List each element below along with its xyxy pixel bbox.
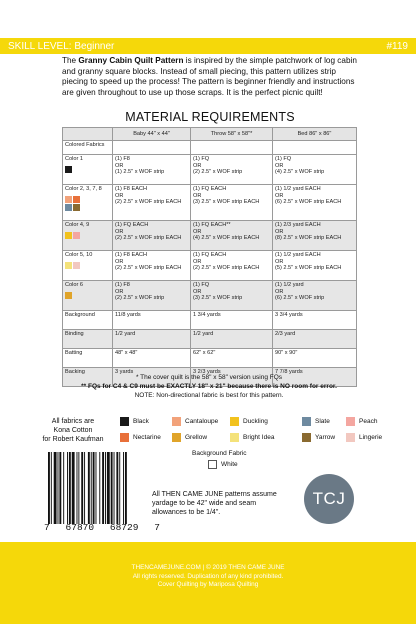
table-row [63, 221, 357, 251]
cell-throw: (1) FQ EACH OR (2) 2.5" x WOF strip EACH [191, 251, 273, 281]
swatch-row [65, 231, 110, 239]
cell-throw: (1) FQ OR (2) 2.5" x WOF strip [191, 155, 273, 185]
legend-item [120, 433, 161, 442]
color-swatch [65, 166, 72, 173]
row-label-cell [63, 311, 113, 330]
cell-baby: (1) F8 OR (1) 2.5" x WOF strip [113, 155, 191, 185]
legend-item [302, 417, 330, 426]
legend-item [172, 417, 218, 426]
notes [62, 373, 356, 400]
cell-bed: 7 7/8 yards [273, 368, 357, 387]
barcode-digits [44, 522, 160, 533]
table-row [63, 141, 357, 155]
legend-swatch [172, 433, 181, 442]
legend-swatch [302, 417, 311, 426]
cell-bed: 3 3/4 yards [273, 311, 357, 330]
legend-item [346, 433, 382, 442]
barcode-bar [123, 452, 124, 524]
cell-bed: 2/3 yard [273, 330, 357, 349]
barcode-bar [51, 452, 52, 524]
legend-item-white [208, 460, 238, 469]
legend-swatch [230, 417, 239, 426]
row-label: Color 1 [65, 156, 84, 162]
table-row [63, 251, 357, 281]
color-swatch [65, 292, 72, 299]
barcode-digit-group: 7 [154, 522, 160, 533]
row-label-cell [63, 155, 113, 185]
row-label: Backing [65, 369, 85, 375]
barcode-bar [69, 452, 71, 524]
header-cell: Baby 44" x 44" [113, 128, 191, 141]
legend-swatch [120, 433, 129, 442]
legend-item [346, 417, 377, 426]
barcode-bar [54, 452, 57, 524]
footer-copyright: THENCAMEJUNE.COM | © 2019 THEN CAME JUNE [131, 564, 285, 571]
white-label: White [221, 461, 238, 468]
barcode-bar [63, 452, 64, 524]
color-swatch [73, 232, 80, 239]
legend-item [172, 433, 207, 442]
swatch-row [65, 261, 110, 269]
cell-bed: 90" x 90" [273, 349, 357, 368]
cell-throw: (1) FQ OR (3) 2.5" x WOF strip [191, 281, 273, 311]
cell-baby: 48" x 48" [113, 349, 191, 368]
intro-body: is inspired by the simple patchwork of log cabin and granny square blocks. Instead of small piecing, this pattern utilizes strip piecing to speed up the process! The pattern is beginner friendly and instructions are given throughout to use up those scraps. It is the perfect picnic quilt! [62, 56, 357, 97]
legend-swatch [230, 433, 239, 442]
row-label: Colored Fabrics [65, 142, 105, 148]
color-swatch [65, 232, 72, 239]
cell-baby: (1) F8 OR (2) 2.5" x WOF strip [113, 281, 191, 311]
skill-bar [0, 38, 416, 54]
barcode-bar [111, 452, 113, 524]
color-swatch [65, 204, 72, 211]
note-cover: * The cover quilt is the 58" x 58" version using FQs [135, 374, 283, 381]
skill-level: SKILL LEVEL: Beginner [8, 40, 115, 52]
table-row [63, 349, 357, 368]
pattern-number: #119 [386, 40, 408, 52]
legend-label: Slate [315, 418, 330, 425]
legend-label: Lingerie [359, 434, 383, 441]
background-fabric-label: Background Fabric [192, 450, 247, 457]
note-directional: NOTE: Non-directional fabric is best for this pattern. [134, 392, 284, 399]
cell-baby: 11/8 yards [113, 311, 191, 330]
cell-baby: 3 yards [113, 368, 191, 387]
materials-body [63, 141, 357, 387]
cell-throw: (1) FQ EACH OR (3) 2.5" x WOF strip EACH [191, 185, 273, 221]
barcode-digit-group: 67870 [65, 522, 95, 533]
header-cell: Bed 86" x 86" [273, 128, 357, 141]
barcode [48, 452, 148, 524]
barcode-bar [48, 452, 50, 524]
materials-table [62, 127, 357, 387]
cell-throw [191, 141, 273, 155]
footer-rights: All rights reserved. Duplication of any kind prohibited. [132, 572, 284, 580]
white-swatch [208, 460, 217, 469]
legend-label: Black [133, 418, 149, 425]
cell-bed: (1) FQ OR (4) 2.5" x WOF strip [273, 155, 357, 185]
barcode-bar [116, 452, 118, 524]
row-label-cell [63, 330, 113, 349]
barcode-bar [81, 452, 83, 524]
top-band [0, 0, 416, 38]
cell-throw: 3 2/3 yards [191, 368, 273, 387]
intro-lead: The [62, 56, 79, 65]
swatch-row [65, 165, 110, 173]
header-cell [63, 128, 113, 141]
legend-swatch [302, 433, 311, 442]
barcode-bar [77, 452, 78, 524]
legend-label: Nectarine [133, 434, 161, 441]
barcode-bar [93, 452, 95, 524]
legend-label: Yarrow [315, 434, 336, 441]
barcode-bar [84, 452, 85, 524]
cell-throw: 62" x 62" [191, 349, 273, 368]
table-row [63, 155, 357, 185]
row-label-cell [63, 185, 113, 221]
cell-throw: (1) FQ EACH** OR (4) 2.5" x WOF strip EACH [191, 221, 273, 251]
table-row [63, 311, 357, 330]
legend-label: Cantaloupe [185, 418, 219, 425]
row-label: Color 5, 10 [65, 252, 93, 258]
barcode-bar [105, 452, 106, 524]
row-label: Color 2, 3, 7, 8 [65, 186, 102, 192]
legend-label: Duckling [243, 418, 268, 425]
cell-baby [113, 141, 191, 155]
color-swatch [73, 204, 80, 211]
cell-bed: (1) 1/2 yard EACH OR (6) 2.5" x WOF strip EACH [273, 185, 357, 221]
barcode-bar [78, 452, 79, 524]
footer-quilting-credit: Cover Quilting by Mariposa Quilting [157, 581, 259, 589]
cell-baby: (1) FQ EACH OR (2) 2.5" x WOF strip EACH [113, 221, 191, 251]
legend-swatch [120, 417, 129, 426]
barcode-bar [99, 452, 100, 524]
barcode-bar [58, 452, 59, 524]
cell-bed: (1) 1/2 yard EACH OR (5) 2.5" x WOF strip EACH [273, 251, 357, 281]
legend-swatch [346, 417, 355, 426]
cell-baby: 1/2 yard [113, 330, 191, 349]
cell-throw: 1 3/4 yards [191, 311, 273, 330]
legend-swatch [346, 433, 355, 442]
pattern-name: Granny Cabin Quilt Pattern [78, 56, 184, 65]
color-swatch [65, 262, 72, 269]
legend-item [302, 433, 335, 442]
cell-baby: (1) F8 EACH OR (2) 2.5" x WOF strip EACH [113, 251, 191, 281]
table-row [63, 185, 357, 221]
cell-throw: 1/2 yard [191, 330, 273, 349]
legend-label: Peach [359, 418, 378, 425]
header-cell: Throw 58" x 58"* [191, 128, 273, 141]
row-label-cell [63, 349, 113, 368]
barcode-bar [72, 452, 75, 524]
barcode-bar [59, 452, 61, 524]
cell-bed [273, 141, 357, 155]
barcode-bar [107, 452, 110, 524]
row-label: Background [65, 312, 95, 318]
row-label: Color 4, 9 [65, 222, 90, 228]
legend-item [230, 417, 268, 426]
cell-bed: (1) 2/3 yard EACH OR (8) 2.5" x WOF strip EACH [273, 221, 357, 251]
legend-label: Grellow [185, 434, 208, 441]
table-row [63, 281, 357, 311]
swatch-row [65, 291, 110, 299]
barcode-bar [96, 452, 97, 524]
allowance-note: All THEN CAME JUNE patterns assume yardage to be 42" wide and seam allowances to be 1/4". [152, 491, 277, 516]
row-label: Binding [65, 331, 84, 337]
table-row [63, 330, 357, 349]
legend-item [230, 433, 274, 442]
row-label-cell [63, 221, 113, 251]
barcode-bar [114, 452, 115, 524]
barcode-bar [88, 452, 90, 524]
row-label-cell [63, 141, 113, 155]
fabric-note: All fabrics are Kona Cotton for Robert Kaufman [42, 418, 104, 443]
legend-item [120, 417, 149, 426]
footer-text [0, 564, 416, 590]
barcode-digit-group: 68729 [109, 522, 139, 533]
swatch-row [65, 195, 110, 211]
legend-swatch [172, 417, 181, 426]
row-label: Color 6 [65, 282, 84, 288]
color-swatch [73, 196, 80, 203]
tcj-logo: TCJ [304, 474, 354, 524]
row-label-cell [63, 281, 113, 311]
cell-baby: (1) F8 EACH OR (2) 2.5" x WOF strip EACH [113, 185, 191, 221]
barcode-digit-group: 7 [44, 522, 50, 533]
cell-bed: (1) 1/2 yard OR (6) 2.5" x WOF strip [273, 281, 357, 311]
materials-title: MATERIAL REQUIREMENTS [125, 110, 295, 124]
legend-label: Bright Idea [243, 434, 275, 441]
row-label-cell [63, 251, 113, 281]
materials-header-row [63, 128, 357, 141]
barcode-bar [102, 452, 104, 524]
barcode-bar [125, 452, 127, 524]
barcode-bar [91, 452, 92, 524]
note-fq: ** FQs for C4 & C9 must be EXACTLY 18" x 21" because there is NO room for error. [81, 383, 337, 390]
barcode-bar [119, 452, 120, 524]
barcode-bar [67, 452, 68, 524]
intro-paragraph [62, 56, 358, 98]
color-swatch [73, 262, 80, 269]
color-swatch [65, 196, 72, 203]
row-label: Batting [65, 350, 83, 356]
